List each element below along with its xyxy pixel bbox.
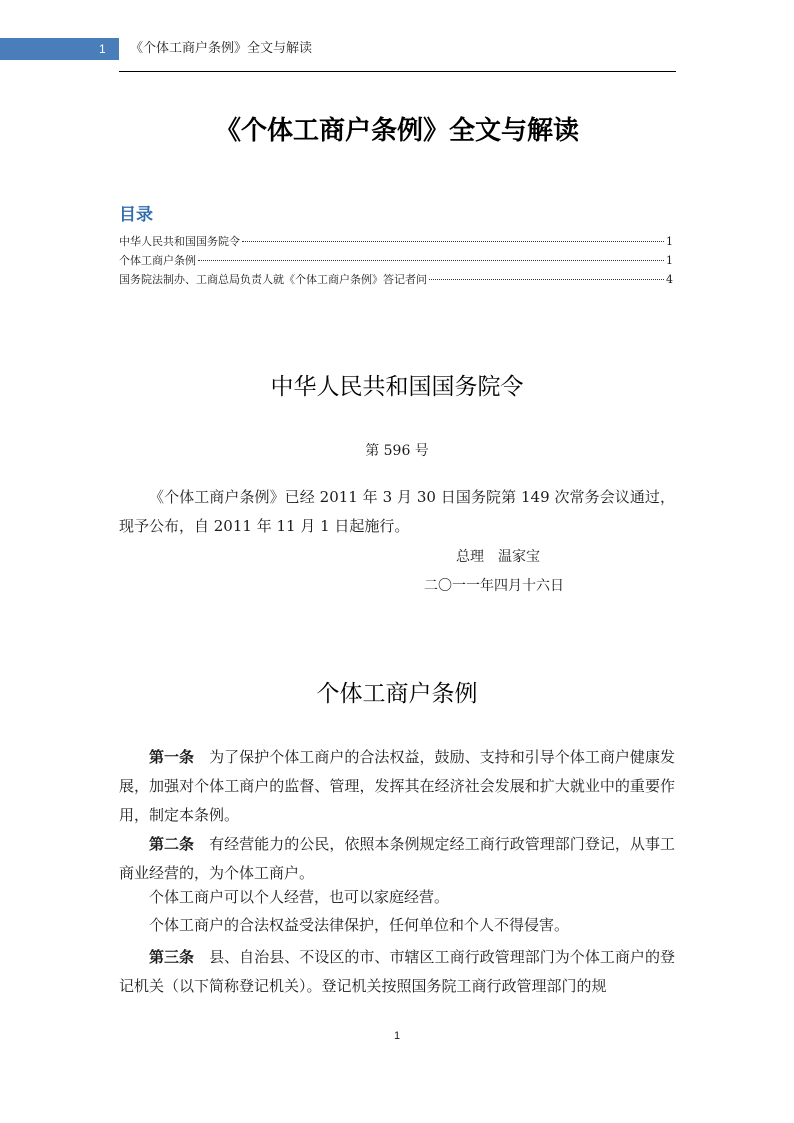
article-paragraph — [119, 743, 675, 830]
article-text: 县、自治县、不设区的市、市辖区工商行政管理部门为个体工商户的登记机关（以下简称登记机关）。登记机关按照国务院工商行政管理部门的规 — [119, 948, 675, 995]
toc-entry-text: 国务院法制办、工商总局负责人就《个体工商户条例》答记者问 — [119, 273, 427, 286]
toc-leader-dots — [242, 241, 664, 242]
decree-title: 中华人民共和国国务院令 — [270, 374, 524, 400]
article-text: 个体工商户可以个人经营，也可以家庭经营。 — [149, 888, 450, 906]
article-paragraph — [119, 943, 675, 1001]
toc-entry-page: 1 — [666, 254, 673, 267]
article-paragraph — [119, 830, 675, 888]
regulation-title: 个体工商户条例 — [316, 681, 478, 707]
decree-body: 《个体工商户条例》已经 2011 年 3 月 30 日国务院第 149 次常务会议通过，现予公布，自 2011 年 11 月 1 日起施行。 — [119, 488, 675, 535]
toc-entry-text: 个体工商户条例 — [119, 254, 196, 267]
document-title: 《个体工商户条例》全文与解读 — [214, 116, 579, 146]
header-title: 《个体工商户条例》全文与解读 — [130, 41, 313, 56]
article-paragraph — [119, 883, 675, 912]
toc-entry-page: 1 — [666, 235, 673, 248]
toc-entry[interactable] — [119, 271, 673, 290]
header-rule — [119, 71, 676, 72]
article-label: 第一条 — [149, 748, 195, 766]
toc-leader-dots — [429, 279, 664, 280]
article-label: 第三条 — [149, 948, 195, 966]
decree-date: 二〇一一年四月十六日 — [424, 578, 564, 594]
decree-number: 第 596 号 — [365, 443, 429, 459]
toc-entry[interactable] — [119, 233, 673, 252]
table-of-contents — [119, 233, 673, 290]
footer-page-number: 1 — [393, 1030, 401, 1042]
header-page-number: 1 — [99, 42, 106, 56]
toc-entry-page: 4 — [666, 273, 673, 286]
article-label: 第二条 — [149, 835, 195, 853]
article-text: 为了保护个体工商户的合法权益，鼓励、支持和引导个体工商户健康发展，加强对个体工商户的监督、管理，发挥其在经济社会发展和扩大就业中的重要作用，制定本条例。 — [119, 748, 675, 824]
article-paragraph — [119, 911, 675, 940]
decree-signatory: 总理 温家宝 — [456, 549, 540, 565]
toc-heading: 目录 — [119, 205, 153, 225]
toc-leader-dots — [198, 260, 664, 261]
article-text: 个体工商户的合法权益受法律保护，任何单位和个人不得侵害。 — [149, 916, 570, 934]
article-text: 有经营能力的公民，依照本条例规定经工商行政管理部门登记，从事工商业经营的，为个体工商户。 — [119, 835, 675, 882]
toc-entry-text: 中华人民共和国国务院令 — [119, 235, 240, 248]
toc-entry[interactable] — [119, 252, 673, 271]
